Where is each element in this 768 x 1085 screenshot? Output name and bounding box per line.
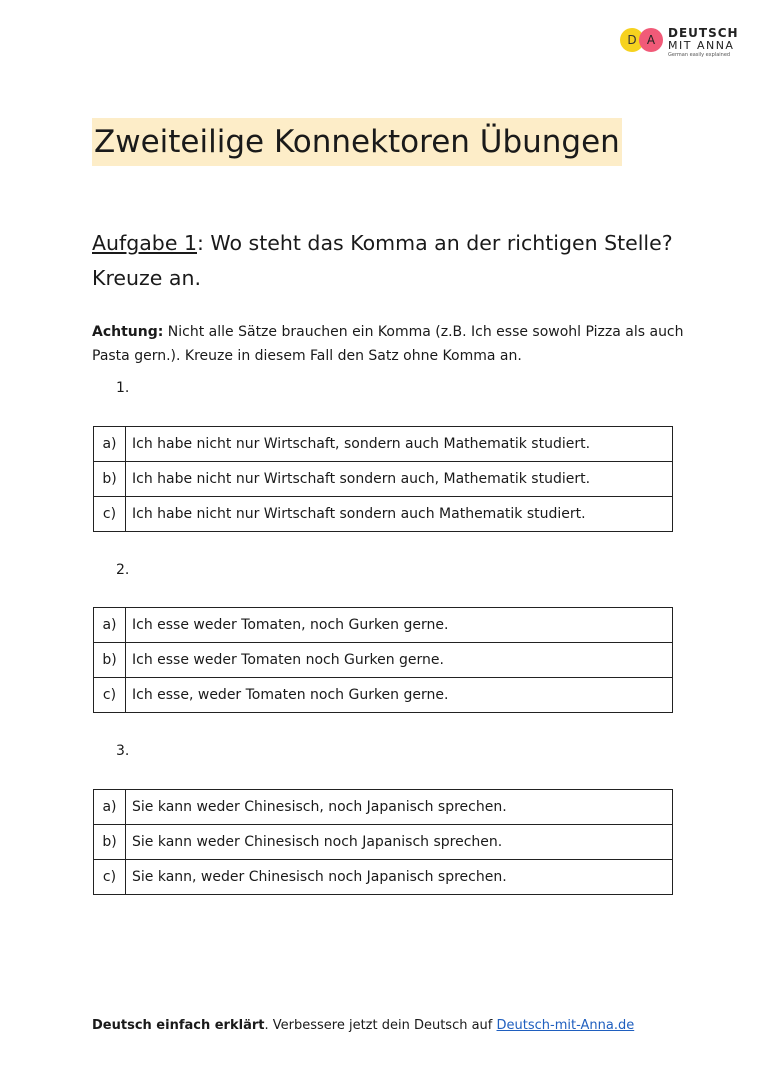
option-key: b)	[94, 643, 126, 678]
footer-text: . Verbessere jetzt dein Deutsch auf	[264, 1018, 497, 1033]
option-row[interactable]	[94, 462, 673, 497]
option-row[interactable]	[94, 643, 673, 678]
option-key: c)	[94, 678, 126, 713]
option-key: b)	[94, 462, 126, 497]
options-table	[93, 607, 673, 713]
option-key: c)	[94, 860, 126, 895]
option-row[interactable]	[94, 608, 673, 643]
option-text: Sie kann weder Chinesisch noch Japanisch sprechen.	[126, 825, 673, 860]
option-text: Ich esse weder Tomaten, noch Gurken gerne.	[126, 608, 673, 643]
logo-line-1: DEUTSCH	[668, 26, 739, 40]
footer-bold: Deutsch einfach erklärt	[92, 1018, 265, 1033]
option-key: b)	[94, 825, 126, 860]
option-text: Sie kann, weder Chinesisch noch Japanisch sprechen.	[126, 860, 673, 895]
footer	[92, 1018, 634, 1033]
option-row[interactable]	[94, 825, 673, 860]
logo-tagline: German easily explained	[668, 52, 731, 58]
options-table	[93, 789, 673, 895]
option-key: c)	[94, 497, 126, 532]
brand-logo	[620, 24, 750, 64]
option-text: Ich esse, weder Tomaten noch Gurken gerne.	[126, 678, 673, 713]
question-number: 1.	[116, 380, 130, 396]
option-row[interactable]	[94, 427, 673, 462]
option-row[interactable]	[94, 678, 673, 713]
option-text: Ich habe nicht nur Wirtschaft, sondern auch Mathematik studiert.	[126, 427, 673, 462]
question-number: 3.	[116, 743, 130, 759]
logo-circle-a: A	[639, 28, 663, 52]
option-text: Sie kann weder Chinesisch, noch Japanisch sprechen.	[126, 790, 673, 825]
footer-link[interactable]: Deutsch-mit-Anna.de	[496, 1018, 635, 1033]
option-text: Ich esse weder Tomaten noch Gurken gerne.	[126, 643, 673, 678]
logo-mark	[620, 28, 666, 52]
option-row[interactable]	[94, 860, 673, 895]
option-row[interactable]	[94, 497, 673, 532]
options-table	[93, 426, 673, 532]
logo-line-2: MIT ANNA	[668, 39, 735, 52]
instruction-note	[92, 320, 692, 368]
task-text: : Wo steht das Komma an der richtigen Stelle? Kreuze an.	[92, 231, 673, 290]
note-label: Achtung:	[92, 324, 164, 340]
page-title: Zweiteilige Konnektoren Übungen	[92, 118, 622, 166]
task-heading	[92, 226, 692, 296]
task-label: Aufgabe 1	[92, 231, 197, 255]
option-text: Ich habe nicht nur Wirtschaft sondern auch Mathematik studiert.	[126, 497, 673, 532]
logo-circle-d: D	[620, 28, 644, 52]
question-number: 2.	[116, 562, 130, 578]
option-key: a)	[94, 608, 126, 643]
note-text: Nicht alle Sätze brauchen ein Komma (z.B. Ich esse sowohl Pizza als auch Pasta gern.). Kreuze in diesem Fall den Satz ohne Komma an.	[92, 324, 684, 364]
option-key: a)	[94, 427, 126, 462]
option-text: Ich habe nicht nur Wirtschaft sondern auch, Mathematik studiert.	[126, 462, 673, 497]
option-key: a)	[94, 790, 126, 825]
option-row[interactable]	[94, 790, 673, 825]
